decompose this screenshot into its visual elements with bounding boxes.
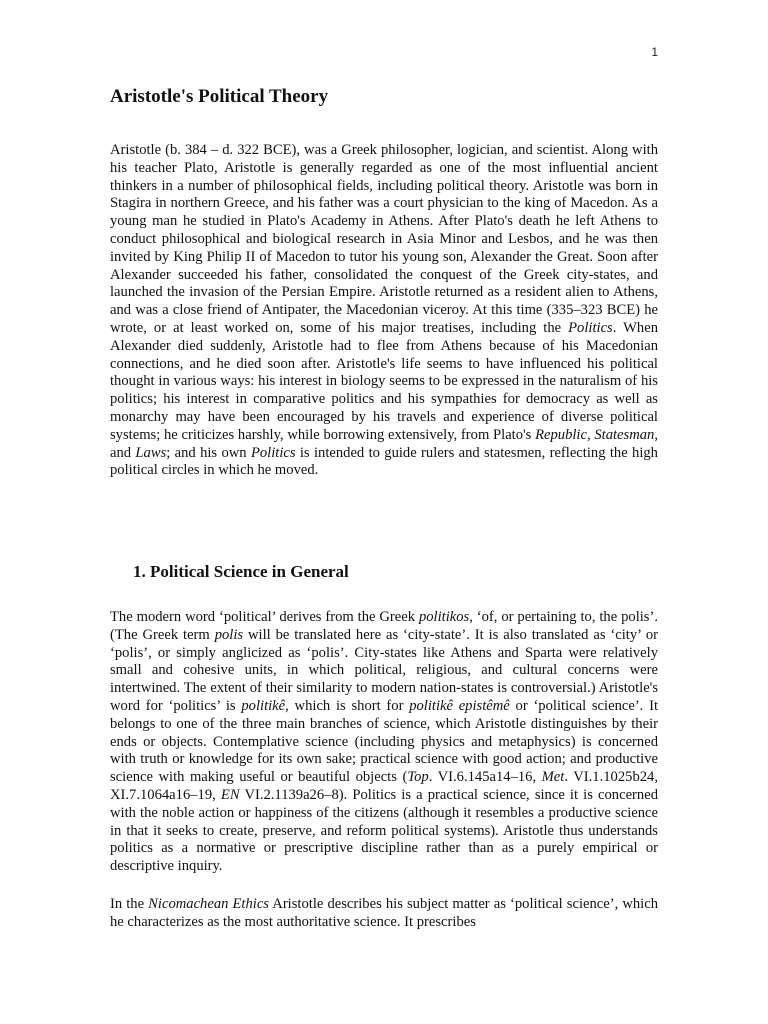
work-title-republic: Republic bbox=[535, 426, 587, 443]
section-paragraph-1: The modern word ‘political’ derives from the Greek politikos, ‘of, or pertaining to, the polis’. (The Greek term polis will be translated here as ‘city-state’. It is also translated as ‘city’ or ‘polis’, or simply anglicized as ‘polis’. City-states like Athens and Sparta were relatively small and cohesive units, in which political, religious, and cultural concerns were intertwined. The extent of their similarity to modern nation-states is controversial.) Aristotle's word for ‘politics’ is politikê, which is short for politikê epistêmê or ‘political science’. It belongs to one of the three main branches of science, which Aristotle distinguishes by their ends or objects. Contemplative science (including physics and metaphysics) is concerned with truth or knowledge for its own sake; practical science with good action; and productive science with making useful or beautiful objects (Top. VI.6.145a14–16, Met. VI.1.1025b24, XI.7.1064a16–19, EN VI.2.1139a26–8). Politics is a practical science, since it is concerned with the noble action or happiness of the citizens (although it resembles a productive science in that it seeks to create, preserve, and reform political systems). Aristotle thus understands politics as a normative or prescriptive discipline rather than as a purely empirical or descriptive inquiry. bbox=[110, 609, 659, 875]
work-title-politics-2: Politics bbox=[250, 444, 296, 461]
section-heading: 1. Political Science in General bbox=[133, 562, 349, 581]
work-title-politics: Politics bbox=[568, 319, 613, 336]
document-title: Aristotle's Political Theory bbox=[110, 86, 329, 107]
page-number: 1 bbox=[651, 45, 658, 59]
work-title-statesman: Statesman bbox=[594, 426, 655, 443]
work-title-laws: Laws bbox=[135, 444, 167, 461]
section-paragraph-2: In the Nicomachean Ethics Aristotle describes his subject matter as ‘political science’, which he characterizes as the most authoritative science. It prescribes bbox=[110, 896, 658, 930]
intro-paragraph: Aristotle (b. 384 – d. 322 BCE), was a Greek philosopher, logician, and scientist. Along with his teacher Plato, Aristotle is generally regarded as one of the most influential ancient thinkers in a number of philosophical fields, including political theory. Aristotle was born in Stagira in northern Greece, and his father was a court physician to the king of Macedon. As a young man he studied in Plato's Academy in Athens. After Plato's death he left Athens to conduct philosophical and biological research in Asia Minor and Lesbos, and he was then invited by King Philip II of Macedon to tutor his young son, Alexander the Great. Soon after Alexander succeeded his father, consolidated the conquest of the Greek city-states, and launched the invasion of the Persian Empire. Aristotle returned as a resident alien to Athens, and was a close friend of Antipater, the Macedonian viceroy. At this time (335–323 BCE) he wrote, or at least worked on, some of his major treatises, including the Politics. When Alexander died suddenly, Aristotle had to flee from Athens because of his Macedonian connections, and he died soon after. Aristotle's life seems to have influenced his political thought in various ways: his interest in biology seems to be expressed in the naturalism of his politics; his interest in comparative politics and his sympathies for democracy as well as monarchy may have been encouraged by his travels and experience of diverse political systems; he criticizes harshly, while borrowing extensively, from Plato's Republic, Statesman, and Laws; and his own Politics is intended to guide rulers and statesmen, reflecting the high political circles in which he moved. bbox=[110, 142, 658, 479]
